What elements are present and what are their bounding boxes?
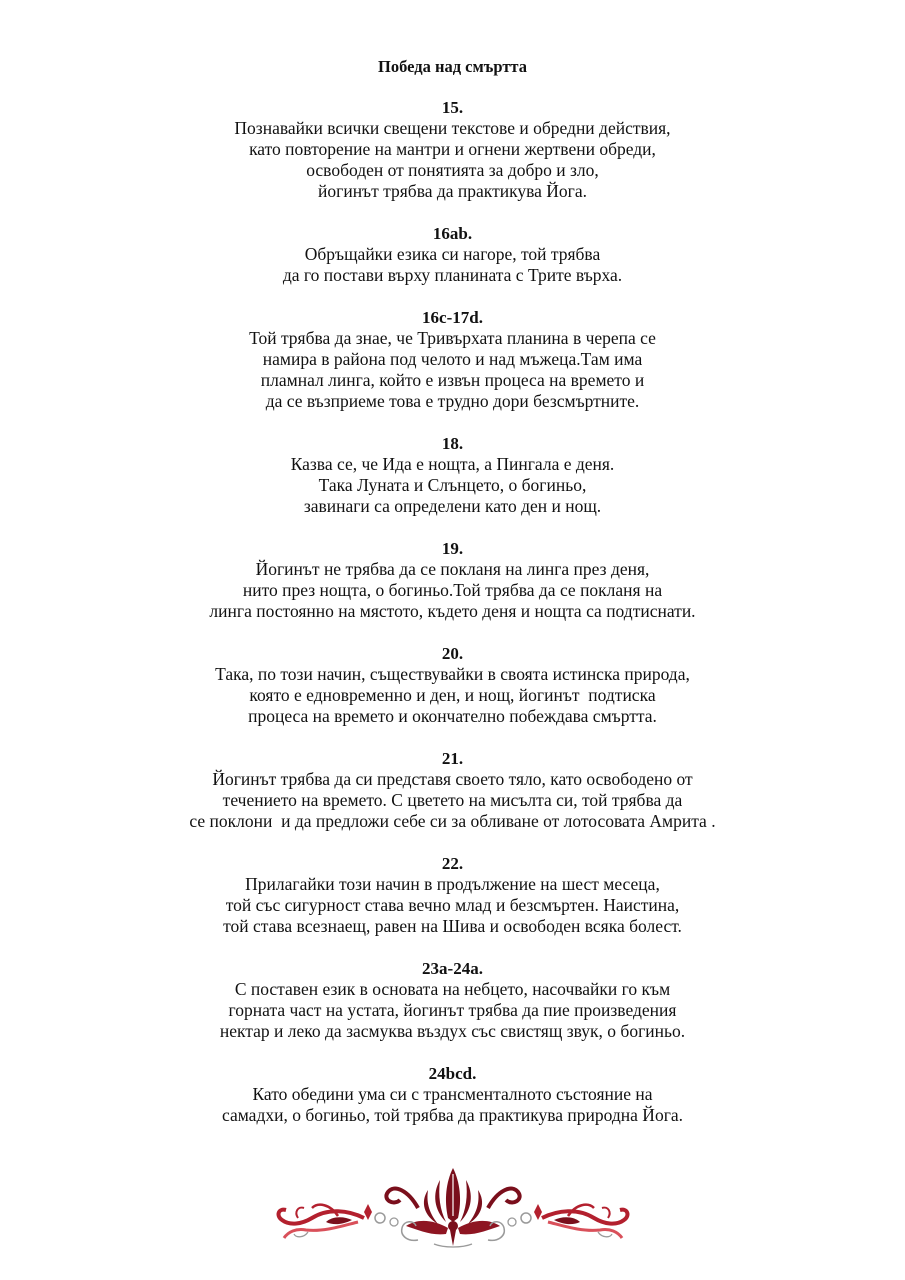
verse-list (0, 97, 905, 1147)
verse-line: която е едновременно и ден, и нощ, йогинът подтиска (249, 685, 656, 705)
verse-line: да го постави върху планината с Трите върха. (282, 265, 623, 285)
verse-number: 20. (441, 644, 464, 663)
verse-line: йогинът трябва да практикува Йога. (318, 181, 587, 201)
verse-number: 24bcd. (428, 1064, 477, 1083)
verse-line: С поставен език в основата на небцето, насочвайки го към (234, 979, 671, 999)
verse-19 (0, 538, 905, 622)
verse-line: да се възприеме това е трудно дори безсмъртните. (265, 391, 640, 411)
verse-line: Като обедини ума си с трансменталното състояние на (252, 1084, 653, 1104)
verse-20 (0, 643, 905, 727)
verse-line: Казва се, че Ида е нощта, а Пингала е деня. (290, 454, 615, 474)
verse-number: 19. (441, 539, 464, 558)
verse-line: самадхи, о богиньо, той трябва да практикува природна Йога. (221, 1105, 684, 1125)
verse-line: като повторение на мантри и огнени жертвени обреди, (249, 139, 656, 159)
verse-number: 22. (441, 854, 464, 873)
verse-line: Обръщайки езика си нагоре, той трябва (304, 244, 601, 264)
verse-line: Познавайки всички свещени текстове и обредни действия, (234, 118, 671, 138)
verse-line: нито през нощта, о богиньо.Той трябва да се покланя на (242, 580, 663, 600)
verse-line: Йогинът трябва да си представя своето тяло, като освободено от (212, 769, 693, 789)
verse-line: намира в района под челото и над мъжеца.Там има (262, 349, 643, 369)
verse-line: той става всезнаещ, равен на Шива и освободен всяка болест. (223, 916, 682, 936)
verse-line: нектар и леко да засмуква въздух със свистящ звук, о богиньо. (219, 1021, 686, 1041)
verse-line: завинаги са определени като ден и нощ. (303, 496, 602, 516)
document-title: Победа над смъртта (378, 57, 527, 76)
verse-line: Той трябва да знае, че Тривърхата планина в черепа се (249, 328, 656, 348)
verse-line: той със сигурност става вечно млад и безсмъртен. Наистина, (225, 895, 680, 915)
verse-number: 16ab. (432, 224, 473, 243)
verse-number: 18. (441, 434, 464, 453)
verse-line: пламнал линга, който е извън процеса на времето и (260, 370, 645, 390)
verse-23a-24a (0, 958, 905, 1042)
verse-line: Прилагайки този начин в продължение на шест месеца, (245, 874, 660, 894)
verse-24bcd (0, 1063, 905, 1126)
verse-line: се поклони и да предложи себе си за обливане от лотосовата Амрита . (189, 811, 716, 831)
verse-line: Така, по този начин, съществувайки в своята истинска природа, (215, 664, 690, 684)
verse-22 (0, 853, 905, 937)
verse-line: освободен от понятията за добро и зло, (306, 160, 599, 180)
decorative-flourish-icon (268, 1160, 638, 1250)
verse-line: Така Луната и Слънцето, о богиньо, (318, 475, 587, 495)
verse-number: 21. (441, 749, 464, 768)
verse-21 (0, 748, 905, 832)
verse-line: процеса на времето и окончателно побеждава смъртта. (248, 706, 657, 726)
verse-16c-17d (0, 307, 905, 412)
verse-line: горната част на устата, йогинът трябва да пие произведения (228, 1000, 677, 1020)
verse-line: течението на времето. С цветето на мисълта си, той трябва да (222, 790, 683, 810)
verse-16ab (0, 223, 905, 286)
verse-number: 23а-24а. (422, 959, 483, 978)
verse-number: 15. (441, 98, 464, 117)
verse-number: 16c-17d. (422, 308, 483, 327)
verse-line: линга постоянно на мястото, където деня и нощта са подтиснати. (209, 601, 696, 621)
verse-18 (0, 433, 905, 517)
verse-line: Йогинът не трябва да се покланя на линга през деня, (255, 559, 650, 579)
verse-15 (0, 97, 905, 202)
